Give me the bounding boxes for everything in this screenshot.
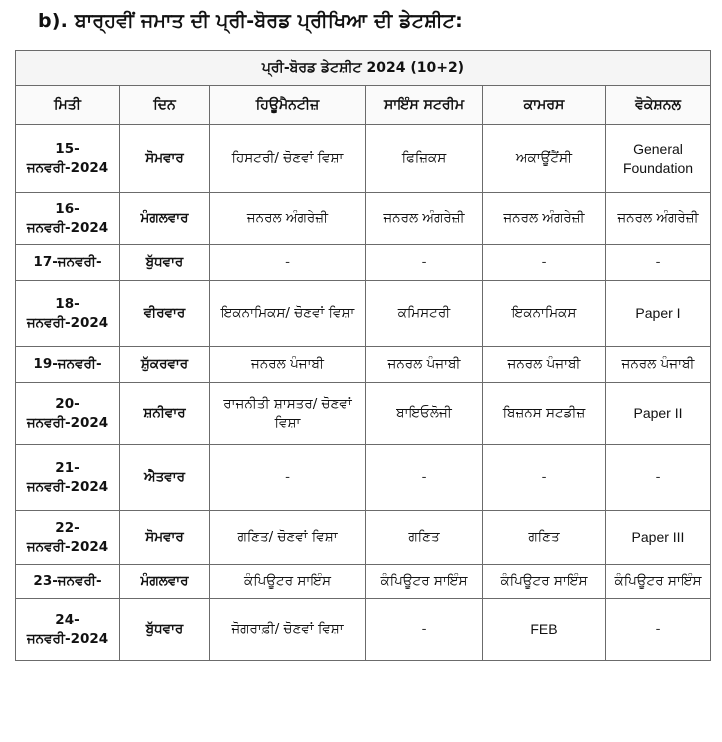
cell-vocational: ਜਨਰਲ ਪੰਜਾਬੀ (606, 347, 711, 383)
table-row (16, 511, 711, 565)
cell-date: 15-ਜਨਵਰੀ-2024 (16, 125, 120, 193)
cell-date: 22-ਜਨਵਰੀ-2024 (16, 511, 120, 565)
table-row (16, 281, 711, 347)
cell-vocational: Paper II (606, 383, 711, 445)
cell-vocational: General Foundation (606, 125, 711, 193)
cell-commerce: - (483, 445, 606, 511)
table-row (16, 347, 711, 383)
cell-science: ਜਨਰਲ ਪੰਜਾਬੀ (366, 347, 483, 383)
cell-commerce: ਜਨਰਲ ਪੰਜਾਬੀ (483, 347, 606, 383)
header-row (16, 86, 711, 125)
cell-day: ਸੋਮਵਾਰ (120, 511, 210, 565)
cell-day: ਵੀਰਵਾਰ (120, 281, 210, 347)
cell-science: ਗਣਿਤ (366, 511, 483, 565)
table-row (16, 245, 711, 281)
cell-commerce: ਇਕਨਾਮਿਕਸ (483, 281, 606, 347)
cell-science: - (366, 599, 483, 661)
table-row (16, 565, 711, 599)
cell-humanities: ਜੋਗਰਾਫ਼ੀ/ ਚੋਣਵਾਂ ਵਿਸ਼ਾ (210, 599, 366, 661)
cell-commerce: ਜਨਰਲ ਅੰਗਰੇਜ਼ੀ (483, 193, 606, 245)
table-row (16, 599, 711, 661)
cell-vocational: Paper III (606, 511, 711, 565)
cell-date: 19-ਜਨਵਰੀ- (16, 347, 120, 383)
cell-vocational: ਜਨਰਲ ਅੰਗਰੇਜ਼ੀ (606, 193, 711, 245)
table-row (16, 383, 711, 445)
cell-date: 23-ਜਨਵਰੀ- (16, 565, 120, 599)
cell-date: 17-ਜਨਵਰੀ- (16, 245, 120, 281)
cell-humanities: ਜਨਰਲ ਅੰਗਰੇਜ਼ੀ (210, 193, 366, 245)
column-header-humanities: ਹਿਊਮੈਨਟੀਜ਼ (210, 86, 366, 125)
cell-humanities: ਇਕਨਾਮਿਕਸ/ ਚੋਣਵਾਂ ਵਿਸ਼ਾ (210, 281, 366, 347)
cell-date: 24-ਜਨਵਰੀ-2024 (16, 599, 120, 661)
table-title: ਪ੍ਰੀ-ਬੋਰਡ ਡੇਟਸ਼ੀਟ 2024 (10+2) (16, 51, 711, 86)
cell-commerce: ਬਿਜ਼ਨਸ ਸਟਡੀਜ਼ (483, 383, 606, 445)
cell-day: ਸ਼ਨੀਵਾਰ (120, 383, 210, 445)
cell-vocational: Paper I (606, 281, 711, 347)
cell-day: ਐਤਵਾਰ (120, 445, 210, 511)
cell-science: - (366, 445, 483, 511)
cell-date: 18-ਜਨਵਰੀ-2024 (16, 281, 120, 347)
cell-commerce: ਗਣਿਤ (483, 511, 606, 565)
cell-humanities: ਜਨਰਲ ਪੰਜਾਬੀ (210, 347, 366, 383)
cell-humanities: ਰਾਜਨੀਤੀ ਸ਼ਾਸਤਰ/ ਚੋਣਵਾਂ ਵਿਸ਼ਾ (210, 383, 366, 445)
cell-day: ਬੁੱਧਵਾਰ (120, 599, 210, 661)
column-header-day: ਦਿਨ (120, 86, 210, 125)
table-body (16, 125, 711, 661)
cell-vocational: - (606, 245, 711, 281)
cell-humanities: - (210, 445, 366, 511)
cell-science: ਕੰਪਿਊਟਰ ਸਾਇੰਸ (366, 565, 483, 599)
cell-date: 20-ਜਨਵਰੀ-2024 (16, 383, 120, 445)
cell-date: 21-ਜਨਵਰੀ-2024 (16, 445, 120, 511)
datesheet-table (15, 50, 711, 661)
table-row (16, 445, 711, 511)
cell-vocational: - (606, 445, 711, 511)
cell-science: ਜਨਰਲ ਅੰਗਰੇਜ਼ੀ (366, 193, 483, 245)
column-header-science: ਸਾਇੰਸ ਸਟਰੀਮ (366, 86, 483, 125)
column-header-vocational: ਵੋਕੇਸ਼ਨਲ (606, 86, 711, 125)
cell-day: ਸੋਮਵਾਰ (120, 125, 210, 193)
cell-humanities: ਗਣਿਤ/ ਚੋਣਵਾਂ ਵਿਸ਼ਾ (210, 511, 366, 565)
cell-science: - (366, 245, 483, 281)
cell-humanities: ਕੰਪਿਊਟਰ ਸਾਇੰਸ (210, 565, 366, 599)
cell-day: ਮੰਗਲਵਾਰ (120, 565, 210, 599)
cell-commerce: - (483, 245, 606, 281)
page-heading: b). ਬਾਰ੍ਹਵੀਂ ਜਮਾਤ ਦੀ ਪ੍ਰੀ-ਬੋਰਡ ਪ੍ਰੀਖਿਆ ਦੀ ਡੇਟਸ਼ੀਟ: (38, 10, 463, 32)
cell-commerce: ਕੰਪਿਊਟਰ ਸਾਇੰਸ (483, 565, 606, 599)
cell-day: ਮੰਗਲਵਾਰ (120, 193, 210, 245)
cell-humanities: - (210, 245, 366, 281)
table-row (16, 193, 711, 245)
cell-science: ਬਾਇਓਲੋਜੀ (366, 383, 483, 445)
cell-vocational: - (606, 599, 711, 661)
cell-commerce: FEB (483, 599, 606, 661)
cell-vocational: ਕੰਪਿਊਟਰ ਸਾਇੰਸ (606, 565, 711, 599)
cell-humanities: ਹਿਸਟਰੀ/ ਚੋਣਵਾਂ ਵਿਸ਼ਾ (210, 125, 366, 193)
cell-science: ਫਿਜ਼ਿਕਸ (366, 125, 483, 193)
cell-commerce: ਅਕਾਊਂਟੈਂਸੀ (483, 125, 606, 193)
cell-day: ਸ਼ੁੱਕਰਵਾਰ (120, 347, 210, 383)
cell-day: ਬੁੱਧਵਾਰ (120, 245, 210, 281)
column-header-commerce: ਕਾਮਰਸ (483, 86, 606, 125)
cell-date: 16-ਜਨਵਰੀ-2024 (16, 193, 120, 245)
datesheet-table-wrapper (15, 50, 710, 661)
cell-science: ਕਮਿਸਟਰੀ (366, 281, 483, 347)
column-header-date: ਮਿਤੀ (16, 86, 120, 125)
table-row (16, 125, 711, 193)
